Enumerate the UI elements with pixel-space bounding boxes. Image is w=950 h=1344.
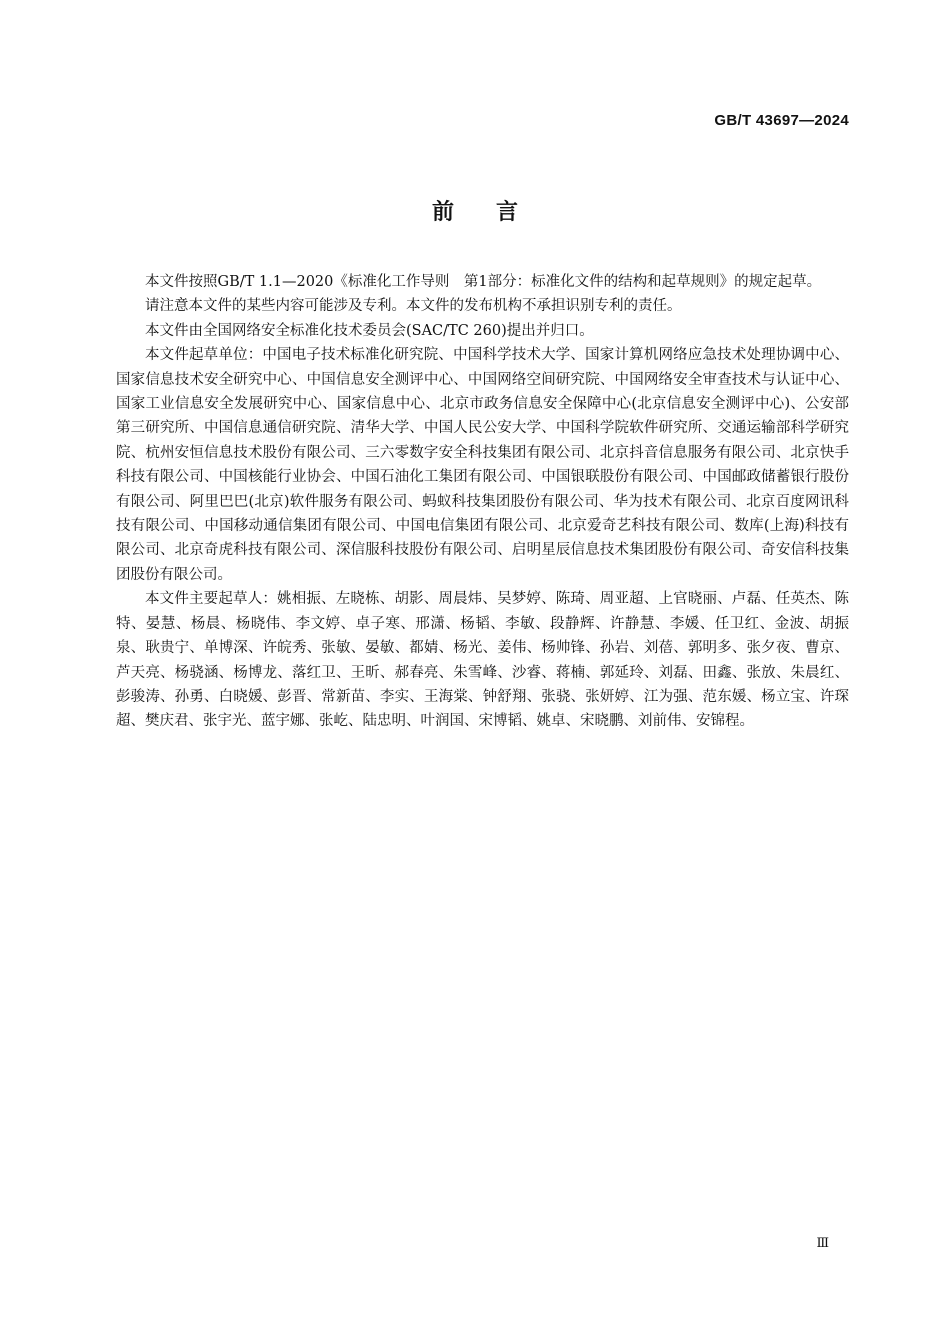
paragraph-drafting-rules: 本文件按照GB/T 1.1—2020《标准化工作导则 第1部分：标准化文件的结构和起草规则》的规定起草。	[145, 274, 822, 290]
paragraph-drafters: 本文件主要起草人：姚相振、左晓栋、胡影、周晨炜、吴梦婷、陈琦、周亚超、上官晓丽、卢磊、任英杰、陈特、晏慧、杨晨、杨晓伟、李文婷、卓子寒、邢潇、杨韬、李敏、段静辉、许静慧、李媛、任卫红、金波、胡振泉、耿贵宁、单博深、许皖秀、张敏、晏敏、都婧、杨光、姜伟、杨帅锋、孙岩、刘蓓、郭明多、张夕夜、曹京、芦天亮、杨骁涵、杨博龙、落红卫、王昕、郝春亮、朱雪峰、沙睿、蒋楠、郭延玲、刘磊、田鑫、张放、朱晨红、彭骏涛、孙勇、白晓媛、彭晋、常新苗、李实、王海棠、钟舒翔、张骁、张妍婷、江为强、范东媛、杨立宝、许琛超、樊庆君、张宇光、蓝宇娜、张屹、陆忠明、叶润国、宋博韬、姚卓、宋晓鹏、刘前伟、安锦程。	[116, 591, 849, 730]
paragraph-drafting-units: 本文件起草单位：中国电子技术标准化研究院、中国科学技术大学、国家计算机网络应急技术处理协调中心、国家信息技术安全研究中心、中国信息安全测评中心、中国网络空间研究院、中国网络安全审查技术与认证中心、国家工业信息安全发展研究中心、国家信息中心、北京市政务信息安全保障中心(北京信息安全测评中心)、公安部第三研究所、中国信息通信研究院、清华大学、中国人民公安大学、中国科学院软件研究所、交通运输部科学研究院、杭州安恒信息技术股份有限公司、三六零数字安全科技集团有限公司、北京抖音信息服务有限公司、北京快手科技有限公司、中国核能行业协会、中国石油化工集团有限公司、中国银联股份有限公司、中国邮政储蓄银行股份有限公司、阿里巴巴(北京)软件服务有限公司、蚂蚁科技集团股份有限公司、华为技术有限公司、北京百度网讯科技有限公司、中国移动通信集团有限公司、中国电信集团有限公司、北京爱奇艺科技有限公司、数库(上海)科技有限公司、北京奇虎科技有限公司、深信服科技股份有限公司、启明星辰信息技术集团股份有限公司、奇安信科技集团股份有限公司。	[116, 347, 849, 583]
paragraph-patent-notice: 请注意本文件的某些内容可能涉及专利。本文件的发布机构不承担识别专利的责任。	[145, 298, 682, 315]
document-body	[116, 270, 849, 734]
paragraph-proposer: 本文件由全国网络安全标准化技术委员会(SAC/TC 260)提出并归口。	[145, 322, 594, 339]
page-title: 前言	[431, 200, 560, 225]
page-number: Ⅲ	[816, 1236, 829, 1251]
document-code: GB/T 43697—2024	[714, 112, 849, 129]
